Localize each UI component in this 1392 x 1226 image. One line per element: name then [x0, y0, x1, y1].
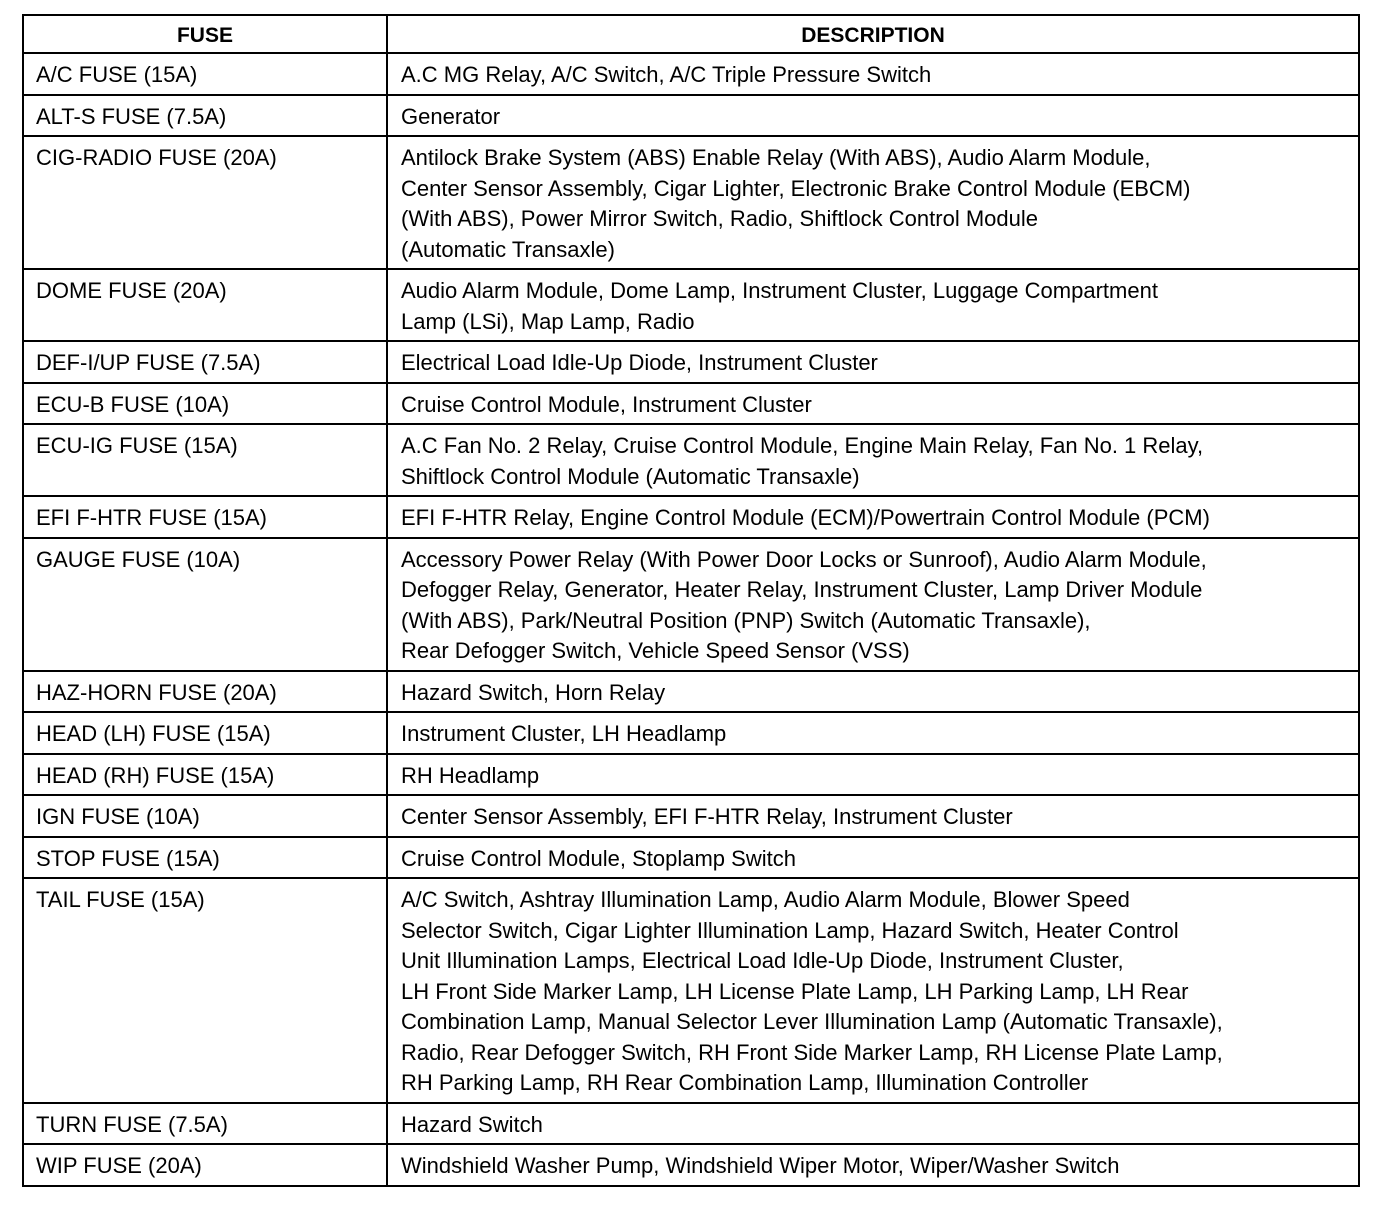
description-cell — [387, 269, 1359, 341]
table-row — [23, 383, 1359, 425]
description-cell — [387, 95, 1359, 137]
description-line: (With ABS), Park/Neutral Position (PNP) Switch (Automatic Transaxle), — [401, 607, 1091, 633]
fuse-name-cell: WIP FUSE (20A) — [23, 1144, 387, 1186]
header-row — [23, 15, 1359, 53]
fuse-name-cell: STOP FUSE (15A) — [23, 837, 387, 879]
table-row — [23, 795, 1359, 837]
description-cell — [387, 837, 1359, 879]
description-cell — [387, 712, 1359, 754]
table-row — [23, 712, 1359, 754]
fuse-name-cell: TURN FUSE (7.5A) — [23, 1103, 387, 1145]
description-cell — [387, 496, 1359, 538]
description-cell — [387, 136, 1359, 269]
table-row — [23, 53, 1359, 95]
fuse-name-cell: ECU-B FUSE (10A) — [23, 383, 387, 425]
description-line: A.C Fan No. 2 Relay, Cruise Control Module, Engine Main Relay, Fan No. 1 Relay, — [401, 433, 1204, 458]
fuse-name-cell: HEAD (RH) FUSE (15A) — [23, 754, 387, 796]
description-cell — [387, 1144, 1359, 1186]
table-row — [23, 1144, 1359, 1186]
description-line: LH Front Side Marker Lamp, LH License Plate Lamp, LH Parking Lamp, LH Rear — [401, 978, 1189, 1004]
description-line: EFI F-HTR Relay, Engine Control Module (ECM)/Powertrain Control Module (PCM) — [401, 505, 1210, 530]
description-cell — [387, 671, 1359, 713]
description-cell — [387, 53, 1359, 95]
table-row — [23, 671, 1359, 713]
description-line: Hazard Switch — [401, 1111, 543, 1137]
fuse-name-cell: DOME FUSE (20A) — [23, 269, 387, 341]
fuse-name-cell: IGN FUSE (10A) — [23, 795, 387, 837]
description-line: Instrument Cluster, LH Headlamp — [401, 721, 727, 746]
description-line: Antilock Brake System (ABS) Enable Relay (With ABS), Audio Alarm Module, — [401, 145, 1151, 170]
description-line: Electrical Load Idle-Up Diode, Instrument Cluster — [401, 350, 878, 375]
fuse-table-body — [23, 53, 1359, 1186]
description-cell — [387, 795, 1359, 837]
description-cell — [387, 341, 1359, 383]
description-line: Radio, Rear Defogger Switch, RH Front Side Marker Lamp, RH License Plate Lamp, — [401, 1039, 1223, 1065]
fuse-name-cell: TAIL FUSE (15A) — [23, 878, 387, 1103]
description-cell — [387, 424, 1359, 496]
description-cell — [387, 383, 1359, 425]
fuse-column-header: FUSE — [23, 15, 387, 53]
fuse-name-cell: ALT-S FUSE (7.5A) — [23, 95, 387, 137]
description-cell — [387, 878, 1359, 1103]
description-line: Center Sensor Assembly, EFI F-HTR Relay, Instrument Cluster — [401, 804, 1013, 829]
table-row — [23, 269, 1359, 341]
table-row — [23, 424, 1359, 496]
fuse-name-cell: GAUGE FUSE (10A) — [23, 538, 387, 671]
description-line: Rear Defogger Switch, Vehicle Speed Sensor (VSS) — [401, 638, 910, 663]
fuse-name-cell: DEF-I/UP FUSE (7.5A) — [23, 341, 387, 383]
description-line: Cruise Control Module, Instrument Cluster — [401, 391, 812, 417]
table-row — [23, 95, 1359, 137]
description-line: RH Headlamp — [401, 762, 540, 788]
fuse-table — [22, 14, 1360, 1187]
description-line: A/C Switch, Ashtray Illumination Lamp, Audio Alarm Module, Blower Speed — [401, 887, 1130, 912]
description-line: Combination Lamp, Manual Selector Lever Illumination Lamp (Automatic Transaxle), — [401, 1009, 1223, 1034]
description-line: Hazard Switch, Horn Relay — [401, 679, 666, 705]
description-line: Shiftlock Control Module (Automatic Transaxle) — [401, 463, 860, 489]
description-cell — [387, 1103, 1359, 1145]
description-line: Center Sensor Assembly, Cigar Lighter, Electronic Brake Control Module (EBCM) — [401, 175, 1191, 201]
fuse-name-cell: CIG-RADIO FUSE (20A) — [23, 136, 387, 269]
description-line: Generator — [401, 103, 501, 129]
table-row — [23, 1103, 1359, 1145]
fuse-name-cell: ECU-IG FUSE (15A) — [23, 424, 387, 496]
description-line: Unit Illumination Lamps, Electrical Load Idle-Up Diode, Instrument Cluster, — [401, 948, 1124, 973]
description-line: (Automatic Transaxle) — [401, 236, 615, 262]
description-cell — [387, 754, 1359, 796]
description-line: Selector Switch, Cigar Lighter Illumination Lamp, Hazard Switch, Heater Control — [401, 917, 1179, 943]
description-line: Defogger Relay, Generator, Heater Relay, Instrument Cluster, Lamp Driver Module — [401, 577, 1203, 602]
description-line: A.C MG Relay, A/C Switch, A/C Triple Pressure Switch — [401, 62, 932, 87]
table-row — [23, 496, 1359, 538]
fuse-name-cell: HEAD (LH) FUSE (15A) — [23, 712, 387, 754]
description-column-header: DESCRIPTION — [387, 15, 1359, 53]
table-row — [23, 754, 1359, 796]
table-row — [23, 136, 1359, 269]
description-line: Windshield Washer Pump, Windshield Wiper Motor, Wiper/Washer Switch — [401, 1153, 1120, 1178]
description-line: Accessory Power Relay (With Power Door Locks or Sunroof), Audio Alarm Module, — [401, 546, 1207, 572]
fuse-name-cell: A/C FUSE (15A) — [23, 53, 387, 95]
table-row — [23, 538, 1359, 671]
description-cell — [387, 538, 1359, 671]
fuse-name-cell: HAZ-HORN FUSE (20A) — [23, 671, 387, 713]
table-row — [23, 837, 1359, 879]
description-line: Lamp (LSi), Map Lamp, Radio — [401, 308, 695, 334]
table-row — [23, 341, 1359, 383]
fuse-name-cell: EFI F-HTR FUSE (15A) — [23, 496, 387, 538]
description-line: Cruise Control Module, Stoplamp Switch — [401, 845, 796, 871]
table-row — [23, 878, 1359, 1103]
description-line: Audio Alarm Module, Dome Lamp, Instrument Cluster, Luggage Compartment — [401, 278, 1158, 303]
description-line: RH Parking Lamp, RH Rear Combination Lamp, Illumination Controller — [401, 1070, 1089, 1095]
description-line: (With ABS), Power Mirror Switch, Radio, Shiftlock Control Module — [401, 206, 1038, 231]
